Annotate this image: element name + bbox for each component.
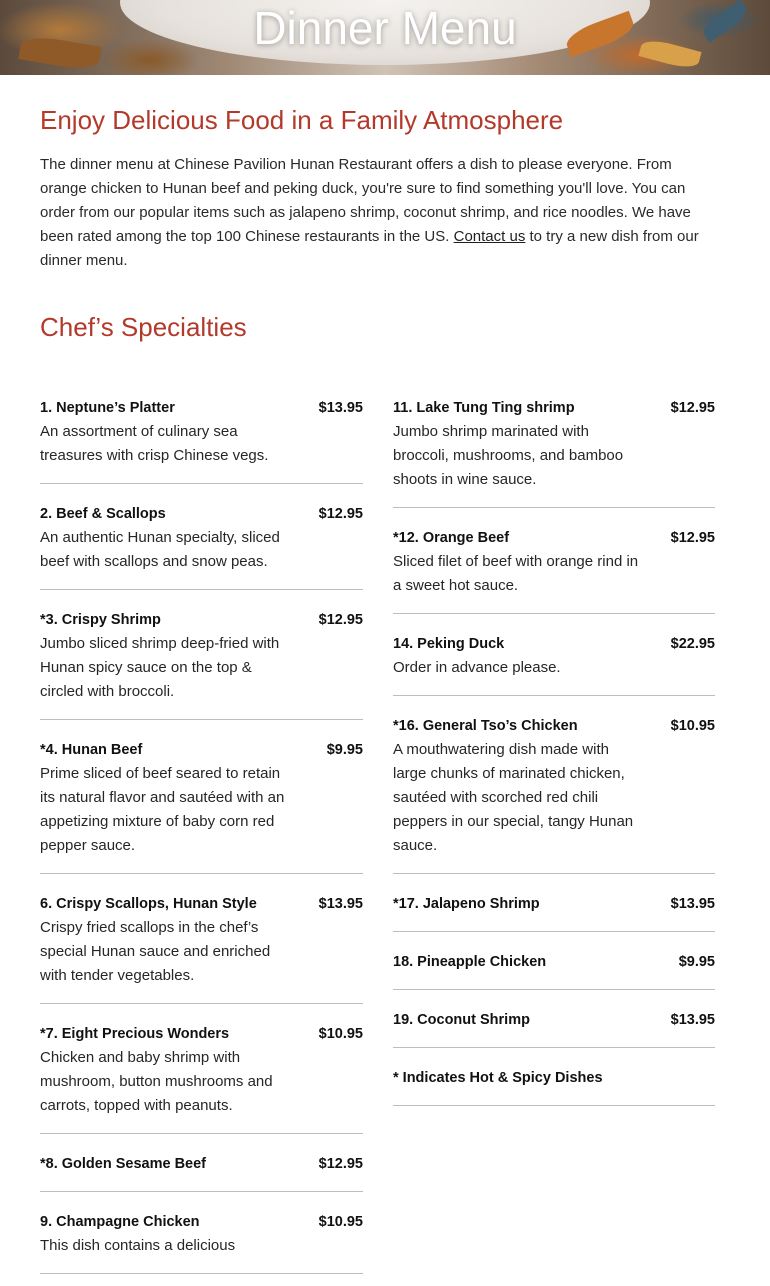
menu-item-description: Jumbo sliced shrimp deep-fried with Hunan spicy sauce on the top & circled with broccoli. xyxy=(40,635,280,700)
menu-item-price: $10.95 xyxy=(318,1214,363,1230)
menu-item-price: $12.95 xyxy=(318,1156,363,1172)
menu-item-description: An authentic Hunan specialty, sliced beef with scallops and snow peas. xyxy=(40,529,280,570)
menu-item-header xyxy=(393,714,715,738)
menu-item-name: * Indicates Hot & Spicy Dishes xyxy=(393,1070,603,1086)
menu-item-name: *7. Eight Precious Wonders xyxy=(40,1026,230,1042)
hero-banner xyxy=(0,0,770,75)
menu-item-header xyxy=(393,892,715,916)
menu-item xyxy=(40,886,363,1004)
menu-item-description: Jumbo shrimp marinated with broccoli, mushrooms, and bamboo shoots in wine sauce. xyxy=(393,423,624,488)
menu-item-name: 11. Lake Tung Ting shrimp xyxy=(393,400,575,416)
menu-item xyxy=(393,886,715,932)
menu-item-header xyxy=(393,1008,715,1032)
menu-item-name: 1. Neptune’s Platter xyxy=(40,400,175,416)
menu-item xyxy=(40,1146,363,1192)
menu-item-header xyxy=(393,396,715,420)
menu-item-price: $9.95 xyxy=(678,954,715,970)
menu-item-price: $13.95 xyxy=(670,896,715,912)
intro-paragraph xyxy=(40,153,720,273)
menu-item-name: 6. Crispy Scallops, Hunan Style xyxy=(40,896,257,912)
intro-text-end: to try a new dish from our dinner menu. xyxy=(40,228,699,269)
menu-item-name: 2. Beef & Scallops xyxy=(40,506,166,522)
menu-item xyxy=(393,626,715,696)
menu-item-name: *8. Golden Sesame Beef xyxy=(40,1156,207,1172)
menu-item-header xyxy=(393,950,715,974)
menu-item-header xyxy=(40,1210,363,1234)
menu-item-header xyxy=(393,526,715,550)
menu-item-price: $12.95 xyxy=(670,400,715,416)
menu-item-price: $9.95 xyxy=(326,742,363,758)
menu-item-description: An assortment of culinary sea treasures with crisp Chinese vegs. xyxy=(40,423,269,464)
menu-item-price: $13.95 xyxy=(670,1012,715,1028)
menu-item-header xyxy=(40,1152,363,1176)
menu-item-name: 19. Coconut Shrimp xyxy=(393,1012,530,1028)
menu-item-name: *16. General Tso’s Chicken xyxy=(393,718,578,734)
menu-item-header xyxy=(393,1066,715,1090)
menu-item-name: 14. Peking Duck xyxy=(393,636,505,652)
menu-item-description: Chicken and baby shrimp with mushroom, button mushrooms and carrots, topped with peanuts. xyxy=(40,1049,273,1114)
menu-item-price: $13.95 xyxy=(318,896,363,912)
menu-item-name: 9. Champagne Chicken xyxy=(40,1214,200,1230)
menu-item-header xyxy=(40,396,363,420)
specialties-heading: Chef’s Specialties xyxy=(40,312,247,342)
menu-item-price: $12.95 xyxy=(318,506,363,522)
menu-item xyxy=(393,944,715,990)
menu-item-description: This dish contains a delicious xyxy=(40,1237,236,1254)
intro-heading: Enjoy Delicious Food in a Family Atmosphere xyxy=(40,105,564,135)
menu-item-description: A mouthwatering dish made with large chunks of marinated chicken, sautéed with scorched red chili peppers in our special, tangy Hunan sauce. xyxy=(393,741,634,854)
menu-item xyxy=(393,708,715,874)
menu-item-description: Crispy fried scallops in the chef’s special Hunan sauce and enriched with tender vegetables. xyxy=(40,919,271,984)
menu-item-price: $12.95 xyxy=(670,530,715,546)
menu-item-price: $10.95 xyxy=(670,718,715,734)
menu-item xyxy=(393,1060,715,1106)
menu-item-header xyxy=(40,502,363,526)
menu-item xyxy=(40,390,363,484)
menu-column-right xyxy=(393,390,715,1118)
menu-item-header xyxy=(40,892,363,916)
contact-us-link[interactable]: Contact us xyxy=(453,228,526,245)
menu-column-left xyxy=(40,390,363,1286)
menu-item-name: 18. Pineapple Chicken xyxy=(393,954,547,970)
menu-item-name: *3. Crispy Shrimp xyxy=(40,612,161,628)
menu-item-header xyxy=(393,632,715,656)
menu-item xyxy=(393,1002,715,1048)
menu-item-price: $13.95 xyxy=(318,400,363,416)
page-title: Dinner Menu xyxy=(253,2,517,54)
menu-item-name: *17. Jalapeno Shrimp xyxy=(393,896,540,912)
menu-item xyxy=(40,602,363,720)
intro-text: The dinner menu at Chinese Pavilion Hunan Restaurant offers a dish to please everyone. From orange chicken to Hunan beef and peking duck, you're sure to find something you'll love. You can order from our popular items such as jalapeno shrimp, coconut shrimp, and rice noodles. We have been rated among the top 100 Chinese restaurants in the US. xyxy=(40,156,691,245)
menu-item-price: $10.95 xyxy=(318,1026,363,1042)
menu-item xyxy=(393,390,715,508)
menu-item-header xyxy=(40,738,363,762)
menu-item-header xyxy=(40,1022,363,1046)
menu-item xyxy=(40,732,363,874)
menu-item xyxy=(40,496,363,590)
menu-item xyxy=(40,1204,363,1274)
menu-item-description: Order in advance please. xyxy=(393,659,561,676)
menu-item-price: $22.95 xyxy=(670,636,715,652)
menu-item-description: Sliced filet of beef with orange rind in a sweet hot sauce. xyxy=(393,553,639,594)
menu-item-name: *4. Hunan Beef xyxy=(40,742,143,758)
menu-item xyxy=(393,520,715,614)
menu-item-header xyxy=(40,608,363,632)
menu-item xyxy=(40,1016,363,1134)
menu-item-description: Prime sliced of beef seared to retain its natural flavor and sautéed with an appetizing mixture of baby corn red pepper sauce. xyxy=(40,765,285,854)
menu-item-price: $12.95 xyxy=(318,612,363,628)
menu-item-name: *12. Orange Beef xyxy=(393,530,510,546)
